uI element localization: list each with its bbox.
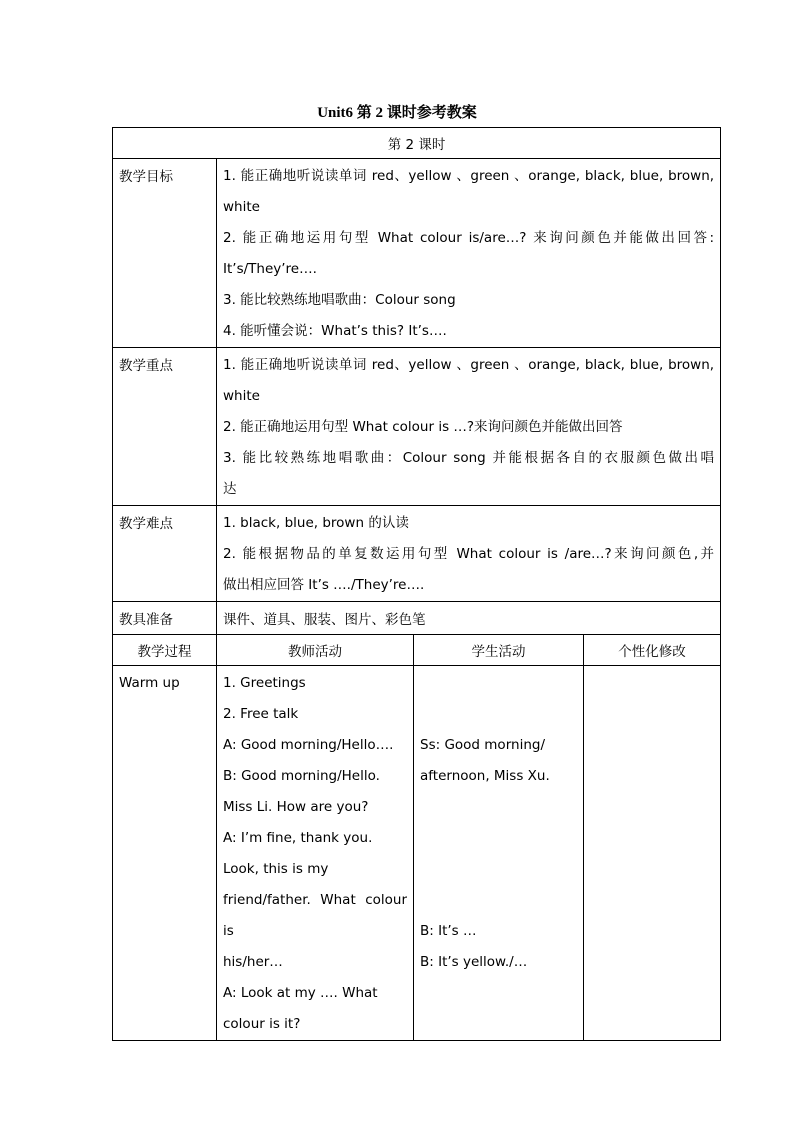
teacher-line: his/her…: [223, 954, 283, 970]
page-title: Unit6 第 2 课时参考教案: [317, 105, 477, 121]
notes-cell: [584, 666, 721, 1041]
lesson-plan-table: [112, 127, 721, 1041]
student-line: [420, 699, 577, 730]
student-line: B: It’s yellow./…: [420, 954, 528, 970]
materials-content: 课件、道具、服装、图片、彩色笔: [217, 602, 721, 635]
process-header-teacher: 教师活动: [217, 635, 414, 666]
lesson-heading: 第 2 课时: [113, 128, 721, 159]
key-points-line: 1. 能正确地听说读单词 red、yellow 、green 、orange, black, blue, brown,: [223, 357, 715, 373]
difficulties-label: 教学难点: [113, 506, 217, 602]
objectives-line: 2. 能正确地运用句型 What colour is/are…? 来询问颜色并能做出回答:: [223, 230, 715, 246]
student-line: [420, 792, 577, 823]
key-points-line: 3. 能比较熟练地唱歌曲：Colour song 并能根据各自的衣服颜色做出唱: [223, 450, 715, 466]
process-header-stage: 教学过程: [113, 635, 217, 666]
process-header-notes: 个性化修改: [584, 635, 721, 666]
key-points-label: 教学重点: [113, 348, 217, 506]
difficulties-content: [217, 506, 721, 602]
teacher-line: 1. Greetings: [223, 675, 306, 691]
objectives-line: It’s/They’re….: [223, 261, 317, 277]
objectives-content: [217, 159, 721, 348]
teacher-line: friend/father. What colour is: [223, 892, 407, 939]
difficulties-line: 做出相应回答 It’s …./They’re….: [223, 577, 425, 593]
difficulties-line: 2. 能根据物品的单复数运用句型 What colour is /are…?来询问颜色,并: [223, 546, 715, 562]
student-line: [420, 823, 577, 854]
process-stage: [113, 666, 217, 1041]
student-line: Ss: Good morning/: [420, 737, 545, 753]
key-points-line: 达: [223, 481, 237, 497]
process-row-warmup: [113, 666, 721, 1041]
teacher-line: colour is it?: [223, 1016, 301, 1032]
key-points-line: white: [223, 388, 260, 404]
difficulties-line: 1. black, blue, brown 的认读: [223, 515, 409, 531]
difficulties-row: [113, 506, 721, 602]
teacher-activity: [217, 666, 414, 1041]
student-line: B: It’s …: [420, 923, 477, 939]
process-stage-label: Warm up: [119, 675, 180, 691]
teacher-line: 2. Free talk: [223, 706, 299, 722]
process-header-row: [113, 635, 721, 666]
objectives-line: 3. 能比较熟练地唱歌曲：Colour song: [223, 292, 456, 308]
student-line: [420, 668, 577, 699]
process-header-student: 学生活动: [414, 635, 584, 666]
teacher-line: B: Good morning/Hello.: [223, 768, 380, 784]
student-line: [420, 885, 577, 916]
student-line: afternoon, Miss Xu.: [420, 768, 550, 784]
key-points-row: [113, 348, 721, 506]
teacher-line: Look, this is my: [223, 861, 329, 877]
objectives-line: 4. 能听懂会说：What’s this? It’s….: [223, 323, 447, 339]
objectives-label: 教学目标: [113, 159, 217, 348]
teacher-line: A: I’m fine, thank you.: [223, 830, 373, 846]
teacher-line: A: Look at my …. What: [223, 985, 378, 1001]
materials-label: 教具准备: [113, 602, 217, 635]
materials-row: [113, 602, 721, 635]
teacher-line: Miss Li. How are you?: [223, 799, 369, 815]
teacher-line: A: Good morning/Hello….: [223, 737, 394, 753]
objectives-line: 1. 能正确地听说读单词 red、yellow 、green 、orange, black, blue, brown,: [223, 168, 715, 184]
student-activity: [414, 666, 584, 1041]
key-points-line: 2. 能正确地运用句型 What colour is …?来询问颜色并能做出回答: [223, 419, 623, 435]
lesson-heading-row: [113, 128, 721, 159]
objectives-line: white: [223, 199, 260, 215]
key-points-content: [217, 348, 721, 506]
objectives-row: [113, 159, 721, 348]
student-line: [420, 854, 577, 885]
